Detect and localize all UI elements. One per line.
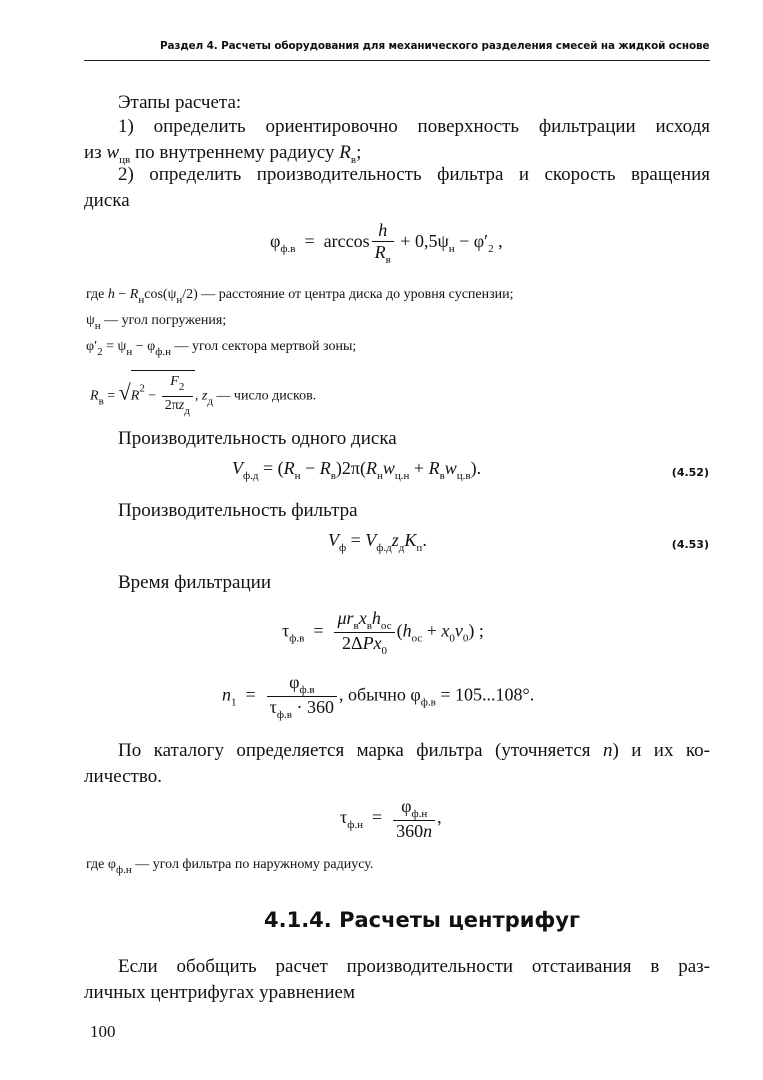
formula-tau-n: $\tau_{ф.н}$ = $\frac{\varphi_{ф.н}}{360n}$ , (340, 796, 442, 841)
page-number: 100 (90, 1022, 116, 1041)
where-phi-fn: где $\varphi_{ф.н}$ — угол фильтра по наружному радиусу. (86, 857, 374, 876)
disk-productivity-heading: Производительность одного диска (118, 428, 397, 449)
stage1-line2: из $w_{цв}$ по внутреннему радиусу $R_в$; (84, 142, 362, 166)
where-Rv: $R_в = √R^2$ − $\frac{F_2}{2\pi z_д}$ , $z_д$ — число дисков. (90, 370, 316, 420)
where-h: где $h - R_н\cos(\psi_н/2)$ — расстояние от центра диска до уровня суспензии; (86, 287, 514, 306)
equation-number-4-52: (4.52) (671, 466, 709, 479)
filtration-time-heading: Время фильтрации (118, 572, 271, 593)
stage2-line2: диска (84, 190, 130, 211)
final-line2: личных центрифугах уравнением (84, 982, 355, 1003)
section-title: 4.1.4. Расчеты центрифуг (264, 908, 580, 932)
formula-4-53: $V_ф = V_{ф.д}z_дK_п$. (328, 530, 427, 554)
final-line1: Если обобщить расчет производительности отстаивания в раз- (118, 956, 710, 977)
formula-4-52: $V_{ф.д} = (R_н - R_в)2\pi(R_нw_{ц.н} + R_вw_{ц.в})$. (232, 458, 482, 482)
formula-n1: $n_1$ = $\frac{\varphi_{ф.в}}{\tau_{ф.в} \cdot 360}$ , обычно $\varphi_{ф.в} = 105...108^\circ$. (222, 672, 535, 721)
where-phi2: $\varphi'_2 = \psi_н - \varphi_{ф.н}$ — угол сектора мертвой зоны; (86, 339, 357, 358)
running-header: Раздел 4. Расчеты оборудования для механического разделения смесей на жидкой основе (160, 40, 710, 52)
formula-tau: $\tau_{ф.в}$ = $\frac{\mu r_вx_вh_{ос}}{2\Delta Px_0}$ $(h_{ос} + x_0v_0)$ ; (282, 608, 484, 657)
stage1-line1: 1) определить ориентировочно поверхность фильтрации исходя (118, 116, 710, 137)
equation-number-4-53: (4.53) (671, 538, 709, 551)
header-rule (84, 60, 710, 61)
where-psi: $\psi_н$ — угол погружения; (86, 313, 227, 332)
formula-phi-fv: $\varphi_{ф.в} = \arccos$ $\frac{h}{R_в}$ + $0,5\psi_н - \varphi'_2$ , (270, 220, 503, 266)
filter-productivity-heading: Производительность фильтра (118, 500, 358, 521)
catalog-line2: личество. (84, 766, 162, 787)
stage2-line1: 2) определить производительность фильтра и скорость вращения (118, 164, 710, 185)
catalog-line1: По каталогу определяется марка фильтра (уточняется n) и их ко- (118, 740, 710, 761)
stages-heading: Этапы расчета: (118, 92, 242, 113)
